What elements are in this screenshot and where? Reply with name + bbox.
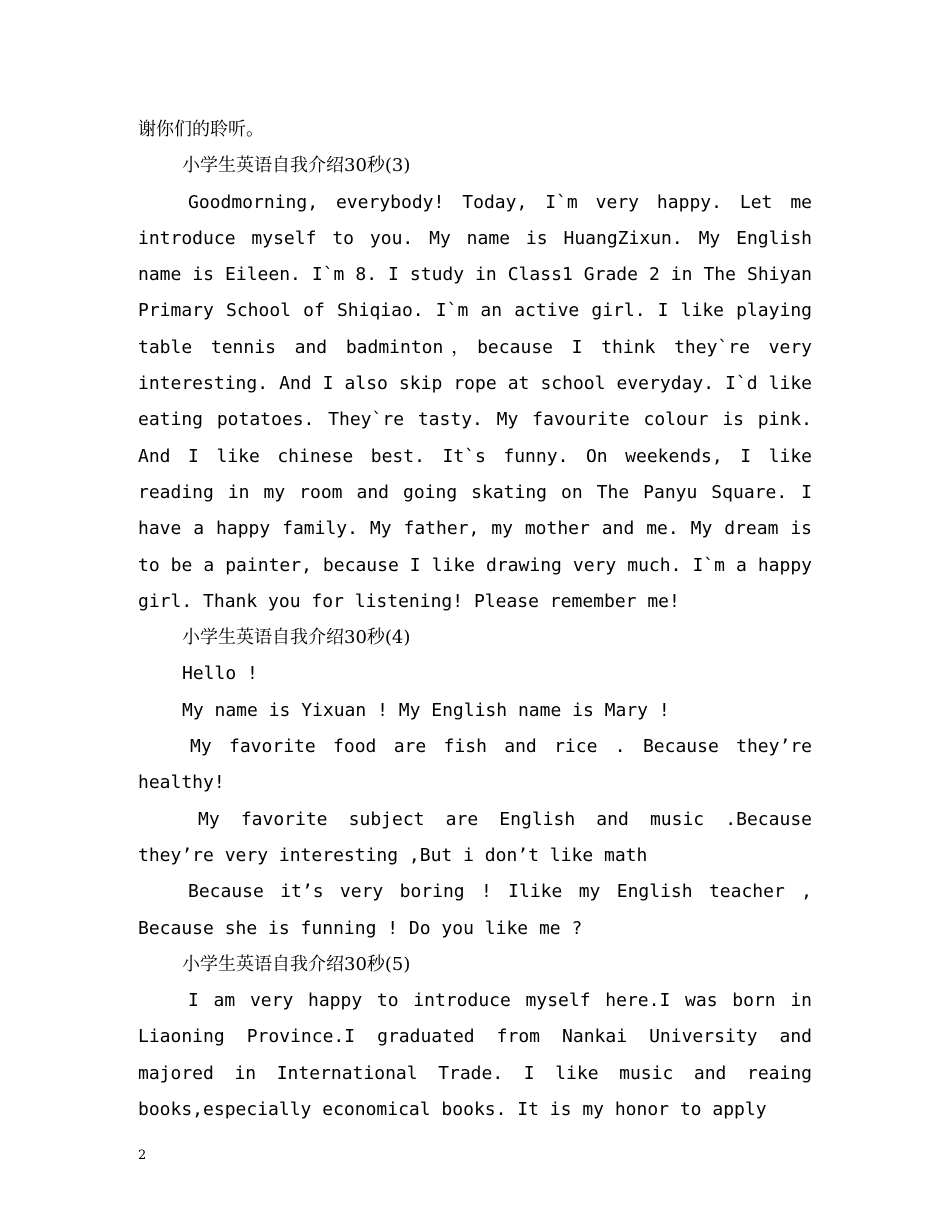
section-4-name-line: My name is Yixuan ! My English name is Mary !	[182, 699, 670, 721]
section-5-paragraph: I am very happy to introduce myself here.I was born in Liaoning Province.I graduated from Nankai University and majored in International Trade. I like music and reaing books,especially economical books. It is my honor to apply	[138, 990, 812, 1121]
page-number: 2	[138, 1148, 147, 1163]
section-heading-5: 小学生英语自我介绍30秒(5)	[182, 953, 411, 975]
section-4-food-paragraph: My favorite food are fish and rice . Because they’re healthy!	[138, 736, 812, 794]
intro-closing-line: 谢你们的聆听。	[138, 119, 264, 140]
section-heading-4: 小学生英语自我介绍30秒(4)	[182, 627, 411, 649]
section-heading-3: 小学生英语自我介绍30秒(3)	[182, 155, 411, 177]
section-4-greeting: Hello !	[182, 663, 258, 685]
section-3-paragraph: Goodmorning, everybody! Today, I`m very happy. Let me introduce myself to you. My name is HuangZixun. My English name is Eileen. I`m 8. I study in Class1 Grade 2 in The Shiyan Primary School of Shiqiao. I`m an active girl. I like playing table tennis and badminton，because I think they`re very interesting. And I also skip rope at school everyday. I`d like eating potatoes. They`re tasty. My favourite colour is pink. And I like chinese best. It`s funny. On weekends, I like reading in my room and going skating on The Panyu Square. I have a happy family. My father, my mother and me. My dream is to be a painter, because I like drawing very much. I`m a happy girl. Thank you for listening! Please remember me!	[138, 191, 812, 612]
section-4-subject-paragraph: My favorite subject are English and music .Because they’re very interesting ,But i don’t like math	[138, 808, 812, 866]
section-4-teacher-paragraph: Because it’s very boring ! Ilike my English teacher , Because she is funning ! Do you like me ?	[138, 881, 812, 939]
document-body	[138, 112, 812, 1128]
